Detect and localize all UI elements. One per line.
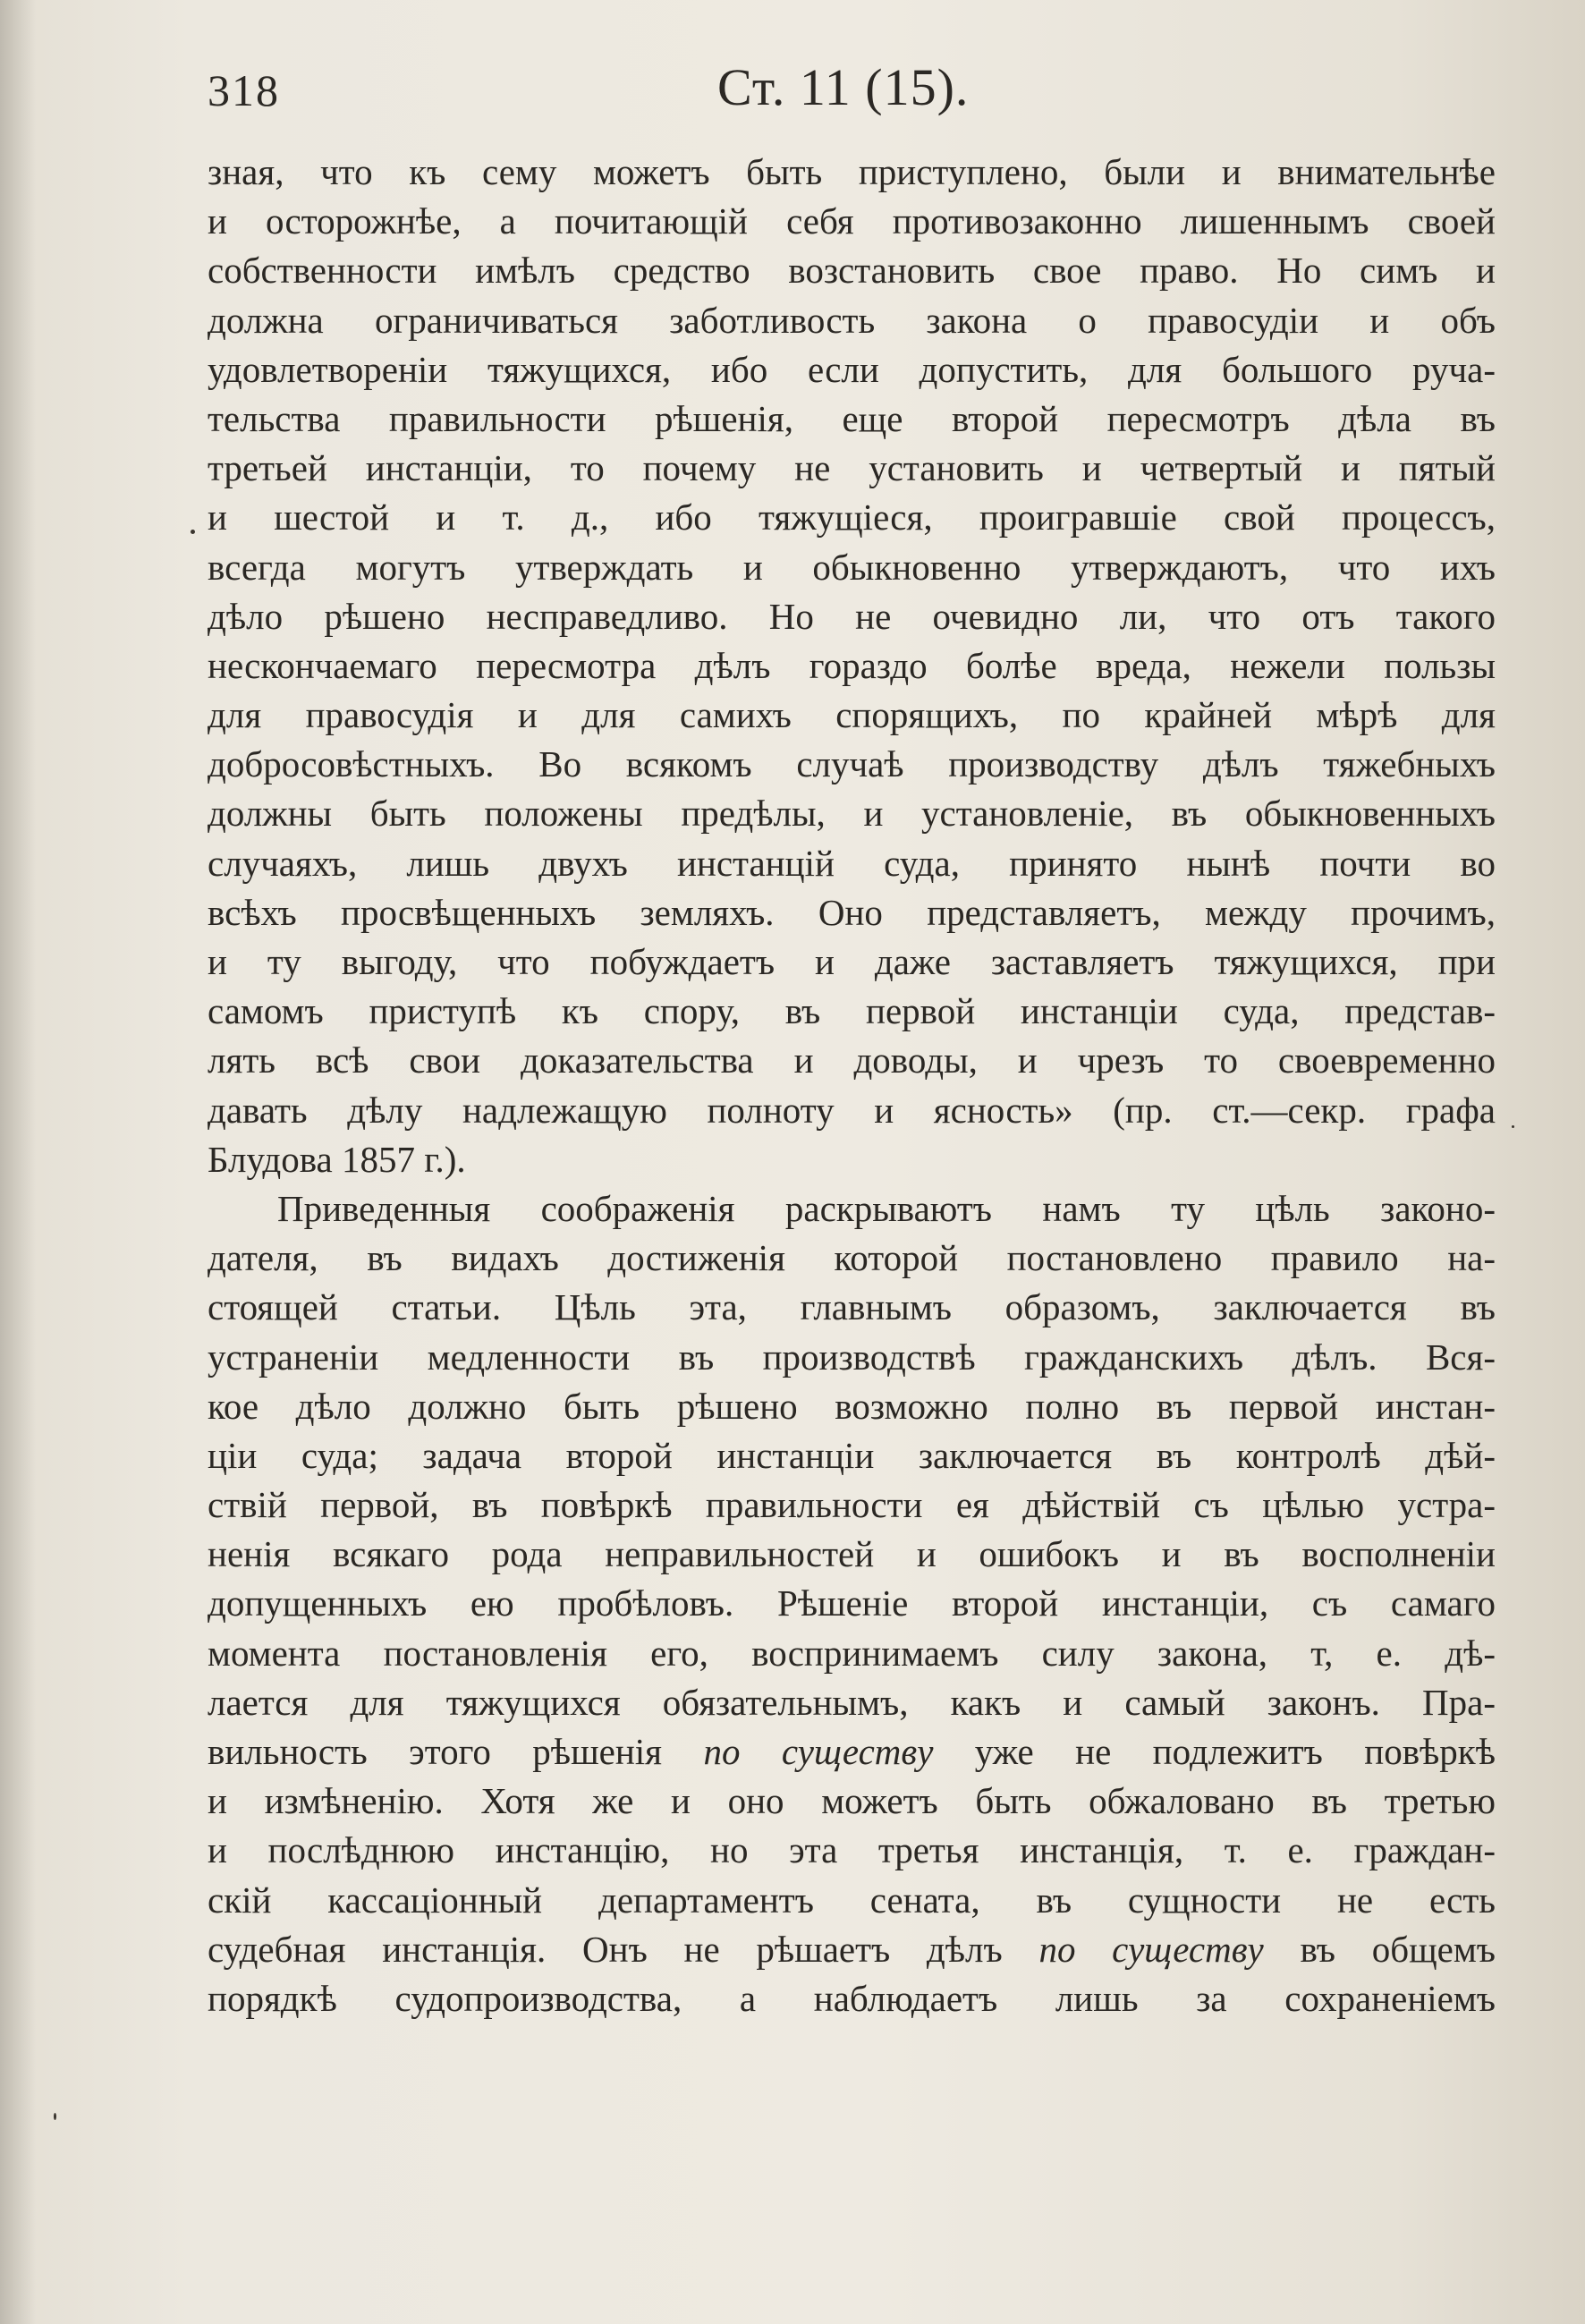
text-line: зная, что къ сему можетъ быть приступлено, были и внимательнѣе (208, 151, 1496, 192)
text-line: стоящей статьи. Цѣль эта, главнымъ образомъ, заключается въ (208, 1286, 1496, 1328)
text-line: самомъ приступѣ къ спору, въ первой инстанціи суда, представ- (208, 990, 1496, 1032)
italic-phrase: по существу (1038, 1928, 1264, 1970)
text-line: и осторожнѣе, а почитающій себя противозаконно лишеннымъ своей (208, 200, 1496, 242)
text-line: и ту выгоду, что побуждаетъ и даже заставляетъ тяжущихся, при (208, 941, 1496, 982)
print-speck (191, 530, 195, 534)
text-line: нескончаемаго пересмотра дѣлъ гораздо болѣе вреда, нежели пользы (208, 644, 1496, 686)
text-line: устраненіи медленности въ производствѣ гражданскихъ дѣлъ. Вся- (208, 1336, 1496, 1378)
text-line: Блудова 1857 г.). (208, 1138, 466, 1180)
text-line: должна ограничиваться заботливость закона о правосудіи и объ (208, 299, 1496, 341)
text-line: лается для тяжущихся обязательнымъ, какъ и самый законъ. Пра- (208, 1681, 1496, 1723)
page-gutter-shadow (0, 0, 36, 2324)
text-line: дателя, въ видахъ достиженія которой постановлено правило на- (208, 1237, 1496, 1279)
text-line: момента постановленія его, воспринимаемъ силу закона, т, е. дѣ- (208, 1632, 1496, 1674)
body-text (208, 148, 1496, 2023)
text-line: и измѣненію. Хотя же и оно можетъ быть обжаловано въ третью (208, 1780, 1496, 1822)
paragraph-2 (208, 1184, 1496, 2023)
text-line: вильность этого рѣшенія по существу уже не подлежитъ повѣркѣ (208, 1731, 1496, 1772)
text-line: всегда могутъ утверждать и обыкновенно утверждаютъ, что ихъ (208, 546, 1496, 588)
text-line: кое дѣло должно быть рѣшено возможно полно въ первой инстан- (208, 1385, 1496, 1427)
text-line: дѣло рѣшено несправедливо. Но не очевидно ли, что отъ такого (208, 595, 1496, 637)
text-line: добросовѣстныхъ. Во всякомъ случаѣ производству дѣлъ тяжебныхъ (208, 743, 1496, 785)
text-line: должны быть положены предѣлы, и установленіе, въ обыкновенныхъ (208, 793, 1496, 835)
paragraph-1 (208, 148, 1496, 1184)
print-speck (1512, 1125, 1514, 1128)
text-line: порядкѣ судопроизводства, а наблюдаетъ лишь за сохраненіемъ (208, 1977, 1496, 2019)
text-line: давать дѣлу надлежащую полноту и ясность» (пр. ст.—секр. графа (208, 1089, 1496, 1131)
text-line: ненія всякаго рода неправильностей и ошибокъ и въ восполненіи (208, 1533, 1496, 1575)
text-line: собственности имѣлъ средство возстановить свое право. Но симъ и (208, 250, 1496, 292)
text-line: Приведенныя соображенія раскрываютъ намъ ту цѣль законо- (277, 1187, 1496, 1229)
text-line: третьей инстанціи, то почему не установить и четвертый и пятый (208, 447, 1496, 489)
print-speck (54, 2113, 56, 2120)
text-line: и шестой и т. д., ибо тяжущіеся, проигравшіе свой процессъ, (208, 496, 1496, 539)
text-line: ствій первой, въ повѣркѣ правильности ея дѣйствій съ цѣлью устра- (208, 1484, 1496, 1526)
text-line: ціи суда; задача второй инстанціи заключается въ контролѣ дѣй- (208, 1434, 1496, 1476)
text-line: допущенныхъ ею пробѣловъ. Рѣшеніе второй инстанціи, съ самаго (208, 1582, 1496, 1624)
text-line: для правосудія и для самихъ спорящихъ, по крайней мѣрѣ для (208, 694, 1496, 736)
running-head (208, 54, 1504, 125)
text-line: тельства правильности рѣшенія, еще второй пересмотръ дѣла въ (208, 397, 1496, 439)
text-line: всѣхъ просвѣщенныхъ земляхъ. Оно представляетъ, между прочимъ, (208, 891, 1496, 933)
text-line: скій кассаціонный департаментъ сената, въ сущности не есть (208, 1879, 1496, 1921)
text-line: удовлетвореніи тяжущихся, ибо если допустить, для большого руча- (208, 348, 1496, 390)
text-line: лять всѣ свои доказательства и доводы, и чрезъ то своевременно (208, 1039, 1496, 1081)
italic-phrase: по существу (703, 1731, 934, 1772)
text-line: случаяхъ, лишь двухъ инстанцій суда, принято нынѣ почти во (208, 842, 1496, 884)
article-heading: Ст. 11 (15). (717, 58, 970, 116)
text-line: судебная инстанція. Онъ не рѣшаетъ дѣлъ по существу въ общемъ (208, 1928, 1496, 1970)
page-number: 318 (208, 65, 280, 115)
text-line: и послѣднюю инстанцію, но эта третья инстанція, т. е. граждан- (208, 1829, 1496, 1871)
